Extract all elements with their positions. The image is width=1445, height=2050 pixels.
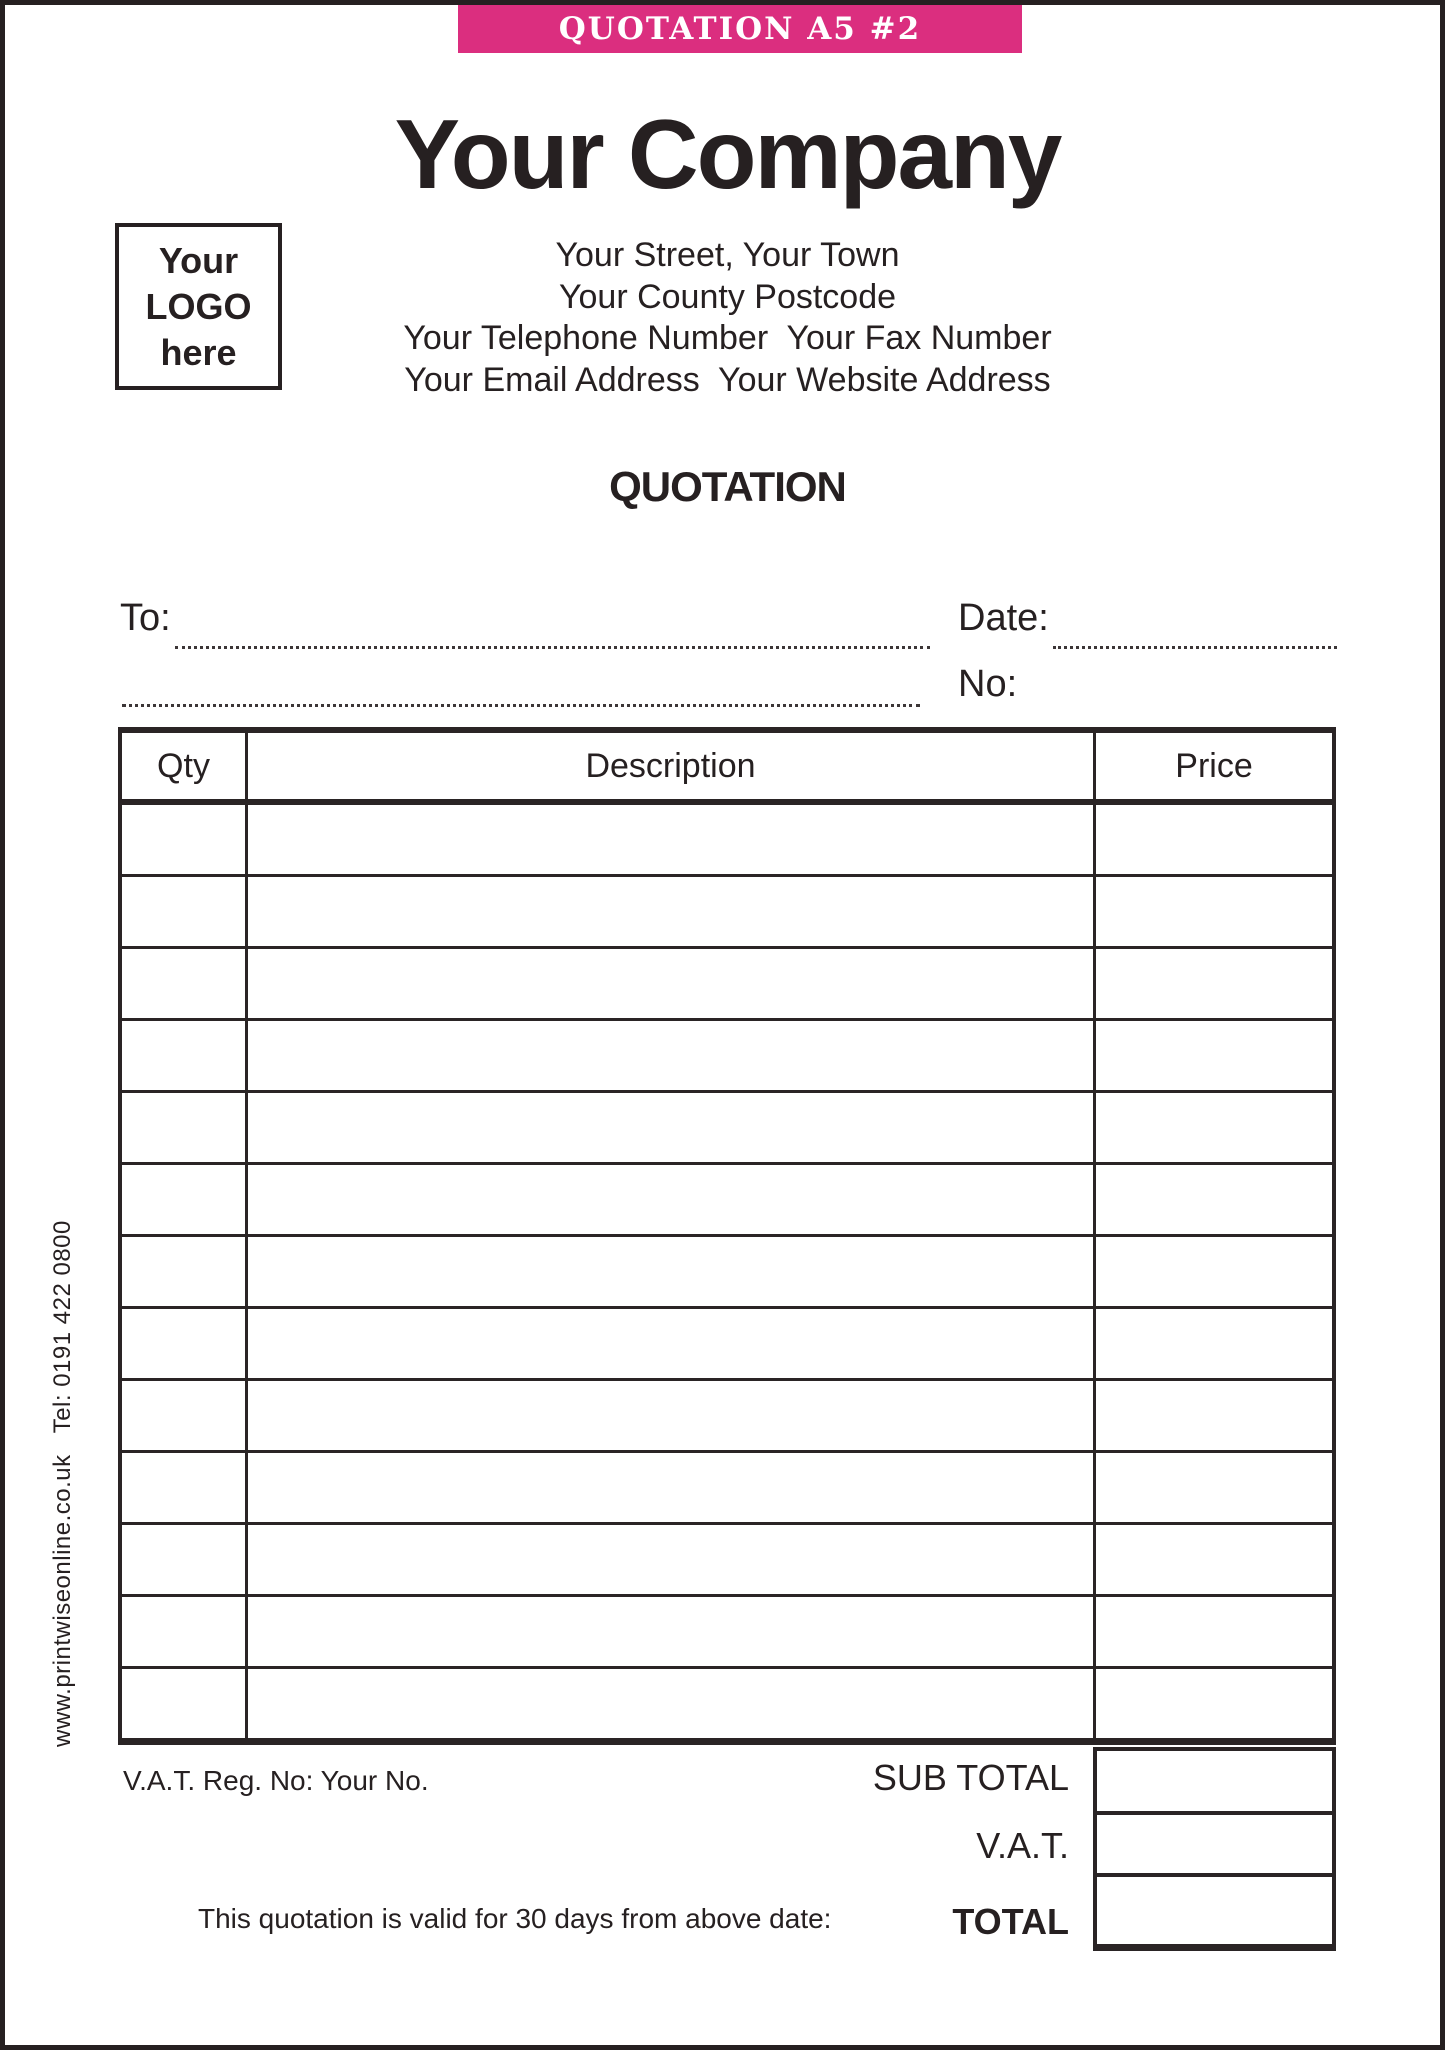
description-cell bbox=[248, 1237, 1096, 1306]
printer-credit-vertical: www.printwiseonline.co.uk Tel: 0191 422 0800 bbox=[49, 1220, 76, 1747]
sub-total-box bbox=[1093, 1747, 1336, 1815]
table-header-row bbox=[122, 733, 1332, 805]
address-line-email-web: Your Email Address Your Website Address bbox=[404, 360, 1051, 399]
price-cell bbox=[1096, 1021, 1332, 1090]
address-line-street: Your Street, Your Town bbox=[555, 236, 900, 274]
table-row bbox=[122, 949, 1332, 1021]
table-row bbox=[122, 877, 1332, 949]
items-table bbox=[118, 727, 1336, 1745]
qty-cell bbox=[122, 1597, 248, 1666]
validity-note: This quotation is valid for 30 days from above date: bbox=[198, 1903, 832, 1934]
description-cell bbox=[248, 1669, 1096, 1738]
to-label: To: bbox=[120, 597, 171, 639]
qty-cell bbox=[122, 1021, 248, 1090]
price-cell bbox=[1096, 805, 1332, 874]
price-cell bbox=[1096, 1309, 1332, 1378]
qty-column-header: Qty bbox=[122, 733, 248, 799]
table-row bbox=[122, 1165, 1332, 1237]
sub-total-label: SUB TOTAL bbox=[872, 1757, 1069, 1798]
address-line-county: Your County Postcode bbox=[558, 277, 897, 316]
description-cell bbox=[248, 1597, 1096, 1666]
vat-box bbox=[1093, 1811, 1336, 1877]
logo-line: here bbox=[160, 331, 237, 373]
qty-cell bbox=[122, 1669, 248, 1738]
table-row bbox=[122, 1309, 1332, 1381]
table-row bbox=[122, 1021, 1332, 1093]
price-column-header: Price bbox=[1175, 746, 1253, 785]
date-dotted-line bbox=[1053, 646, 1337, 649]
qty-cell bbox=[122, 1093, 248, 1162]
price-cell bbox=[1096, 1453, 1332, 1522]
qty-cell bbox=[122, 1453, 248, 1522]
qty-cell bbox=[122, 1381, 248, 1450]
address-block bbox=[5, 235, 1445, 401]
description-cell bbox=[248, 1021, 1096, 1090]
total-box bbox=[1093, 1873, 1336, 1951]
table-row bbox=[122, 1669, 1332, 1738]
address-line-phone-fax: Your Telephone Number Your Fax Number bbox=[403, 319, 1052, 357]
price-cell bbox=[1096, 1165, 1332, 1234]
total-label: TOTAL bbox=[952, 1901, 1069, 1942]
qty-cell bbox=[122, 877, 248, 946]
description-column-header: Description bbox=[248, 733, 1096, 799]
price-cell bbox=[1096, 1597, 1332, 1666]
qty-cell bbox=[122, 949, 248, 1018]
description-cell bbox=[248, 805, 1096, 874]
description-cell bbox=[248, 949, 1096, 1018]
table-row bbox=[122, 805, 1332, 877]
price-cell bbox=[1096, 1381, 1332, 1450]
description-cell bbox=[248, 1309, 1096, 1378]
description-cell bbox=[248, 1525, 1096, 1594]
qty-cell bbox=[122, 1165, 248, 1234]
price-cell bbox=[1096, 949, 1332, 1018]
description-cell bbox=[248, 1093, 1096, 1162]
totals-boxes bbox=[1093, 1747, 1336, 1951]
qty-cell bbox=[122, 1309, 248, 1378]
price-cell bbox=[1096, 1525, 1332, 1594]
qty-cell bbox=[122, 1237, 248, 1306]
description-cell bbox=[248, 1165, 1096, 1234]
vat-reg-note: V.A.T. Reg. No: Your No. bbox=[123, 1765, 429, 1796]
description-cell bbox=[248, 1453, 1096, 1522]
table-row bbox=[122, 1597, 1332, 1669]
to-dotted-line bbox=[175, 646, 930, 649]
table-row bbox=[122, 1093, 1332, 1165]
to-second-dotted-line bbox=[122, 704, 920, 707]
logo-line: LOGO bbox=[145, 285, 252, 327]
table-row bbox=[122, 1525, 1332, 1597]
price-cell bbox=[1096, 1093, 1332, 1162]
table-row bbox=[122, 1237, 1332, 1309]
vat-label: V.A.T. bbox=[976, 1825, 1069, 1866]
table-row bbox=[122, 1453, 1332, 1525]
description-cell bbox=[248, 1381, 1096, 1450]
no-label: No: bbox=[958, 663, 1018, 705]
price-cell bbox=[1096, 1237, 1332, 1306]
qty-cell bbox=[122, 1525, 248, 1594]
date-label: Date: bbox=[958, 597, 1049, 639]
qty-cell bbox=[122, 805, 248, 874]
company-name: Your Company bbox=[394, 99, 1061, 209]
banner bbox=[458, 5, 1022, 53]
price-cell bbox=[1096, 877, 1332, 946]
table-row bbox=[122, 1381, 1332, 1453]
logo-line: Your bbox=[158, 239, 239, 281]
document-title: QUOTATION bbox=[609, 463, 846, 510]
table-body bbox=[122, 805, 1332, 1738]
price-cell bbox=[1096, 1669, 1332, 1738]
banner-label: QUOTATION A5 #2 bbox=[558, 11, 922, 47]
description-cell bbox=[248, 877, 1096, 946]
